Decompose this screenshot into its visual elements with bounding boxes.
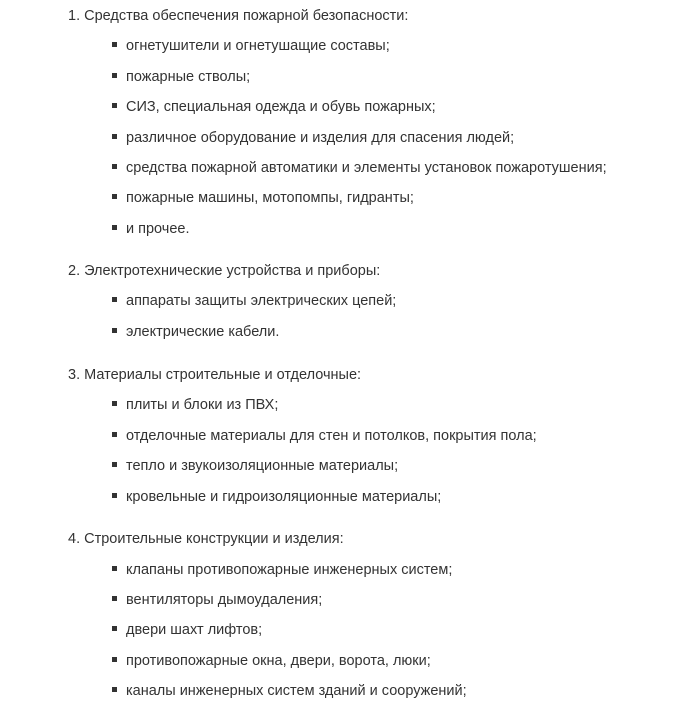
list-item	[112, 98, 436, 116]
list-item-text: пожарные стволы;	[126, 69, 251, 85]
section-title: 4. Строительные конструкции и изделия:	[68, 531, 344, 547]
bullet-icon	[112, 626, 117, 631]
bullet-icon	[112, 225, 117, 230]
list-item	[112, 37, 390, 55]
list-item-text: каналы инженерных систем зданий и сооружений;	[126, 683, 467, 699]
list-item-text: противопожарные окна, двери, ворота, люки;	[126, 653, 431, 669]
list-item-text: и прочее.	[126, 221, 190, 237]
section-title: 1. Средства обеспечения пожарной безопасности:	[68, 8, 409, 24]
list-item-text: средства пожарной автоматики и элементы установок пожаротушения;	[126, 160, 607, 176]
list-item	[112, 652, 431, 670]
list-item-text: кровельные и гидроизоляционные материалы;	[126, 489, 442, 505]
bullet-icon	[112, 194, 117, 199]
bullet-icon	[112, 401, 117, 406]
list-item	[112, 561, 452, 579]
list-item-text: пожарные машины, мотопомпы, гидранты;	[126, 190, 414, 206]
list-item-text: различное оборудование и изделия для спасения людей;	[126, 130, 515, 146]
list-item	[112, 220, 190, 238]
bullet-icon	[112, 42, 117, 47]
list-item-text: тепло и звукоизоляционные материалы;	[126, 458, 399, 474]
list-item	[112, 488, 441, 506]
list-item-text: вентиляторы дымоудаления;	[126, 592, 323, 608]
bullet-icon	[112, 164, 117, 169]
list-item	[112, 189, 414, 207]
list-item	[112, 621, 262, 639]
list-item-text: двери шахт лифтов;	[126, 622, 263, 638]
list-item	[112, 457, 398, 475]
list-item	[112, 292, 396, 310]
bullet-icon	[112, 134, 117, 139]
bullet-icon	[112, 596, 117, 601]
list-item	[112, 129, 514, 147]
bullet-icon	[112, 462, 117, 467]
bullet-icon	[112, 297, 117, 302]
bullet-icon	[112, 657, 117, 662]
list-item-text: СИЗ, специальная одежда и обувь пожарных;	[126, 99, 436, 115]
bullet-icon	[112, 687, 117, 692]
bullet-icon	[112, 103, 117, 108]
list-item-text: клапаны противопожарные инженерных систем;	[126, 562, 453, 578]
list-item	[112, 427, 537, 445]
list-item-text: аппараты защиты электрических цепей;	[126, 293, 397, 309]
list-item	[112, 323, 279, 341]
list-item	[112, 682, 467, 700]
bullet-icon	[112, 493, 117, 498]
bullet-icon	[112, 566, 117, 571]
bullet-icon	[112, 432, 117, 437]
bullet-icon	[112, 328, 117, 333]
list-item-text: плиты и блоки из ПВХ;	[126, 397, 279, 413]
list-item-text: электрические кабели.	[126, 324, 280, 340]
section-title: 2. Электротехнические устройства и приборы:	[68, 263, 381, 279]
list-item-text: огнетушители и огнетушащие составы;	[126, 38, 390, 54]
list-item-text: отделочные материалы для стен и потолков, покрытия пола;	[126, 428, 537, 444]
bullet-icon	[112, 73, 117, 78]
list-item	[112, 68, 250, 86]
list-item	[112, 396, 278, 414]
list-item	[112, 591, 322, 609]
list-item	[112, 159, 607, 177]
section-title: 3. Материалы строительные и отделочные:	[68, 367, 362, 383]
